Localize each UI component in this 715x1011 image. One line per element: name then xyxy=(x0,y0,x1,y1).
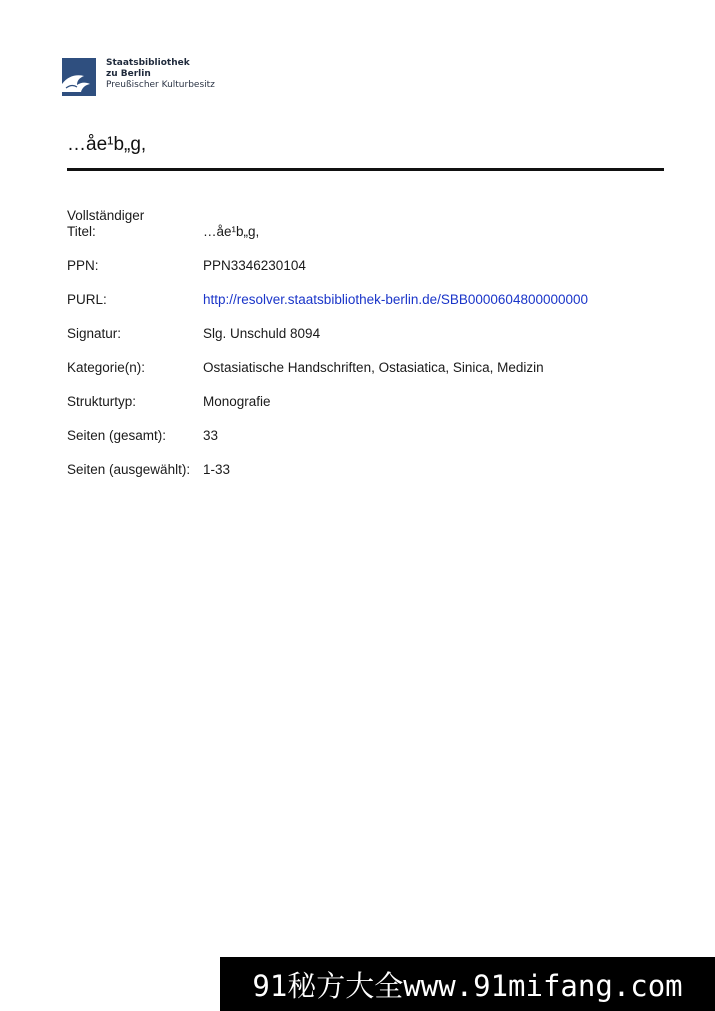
full-title-value: …åe¹b„g, xyxy=(203,224,260,239)
metadata-row-structure xyxy=(67,394,667,410)
metadata-row-signature xyxy=(67,326,667,342)
full-title-label: Vollständiger Titel: xyxy=(67,208,145,239)
purl-label: PURL: xyxy=(67,292,107,307)
ppn-label: PPN: xyxy=(67,258,99,273)
metadata-row-ppn xyxy=(67,258,667,274)
document-title: …åe¹b„g, xyxy=(67,134,147,155)
metadata-table xyxy=(67,208,667,496)
logo-line-3: Preußischer Kulturbesitz xyxy=(106,80,215,90)
signature-label: Signatur: xyxy=(67,326,122,341)
structure-type-value: Monografie xyxy=(203,394,271,409)
category-value: Ostasiatische Handschriften, Ostasiatica, Sinica, Medizin xyxy=(203,360,544,375)
logo-wordmark xyxy=(106,58,215,91)
pages-selected-label: Seiten (ausgewählt): xyxy=(67,462,191,477)
category-label: Kategorie(n): xyxy=(67,360,146,375)
metadata-row-purl xyxy=(67,292,667,308)
watermark-banner: 91秘方大全www.91mifang.com xyxy=(220,957,715,1011)
ppn-value: PPN3346230104 xyxy=(203,258,306,273)
logo-line-1: Staatsbibliothek xyxy=(106,58,190,68)
structure-type-label: Strukturtyp: xyxy=(67,394,137,409)
metadata-row-pages-selected xyxy=(67,462,667,478)
metadata-row-pages-total xyxy=(67,428,667,444)
pages-selected-value: 1-33 xyxy=(203,462,231,477)
pages-total-value: 33 xyxy=(203,428,219,443)
library-logo xyxy=(62,58,215,96)
eagle-logo-icon xyxy=(62,58,96,96)
metadata-row-category xyxy=(67,360,667,376)
purl-link[interactable]: http://resolver.staatsbibliothek-berlin.de/SBB0000604800000000 xyxy=(203,292,589,307)
signature-value: Slg. Unschuld 8094 xyxy=(203,326,321,341)
logo-line-2: zu Berlin xyxy=(106,69,151,79)
title-divider xyxy=(67,168,664,171)
pages-total-label: Seiten (gesamt): xyxy=(67,428,167,443)
metadata-row-full-title xyxy=(67,208,667,240)
